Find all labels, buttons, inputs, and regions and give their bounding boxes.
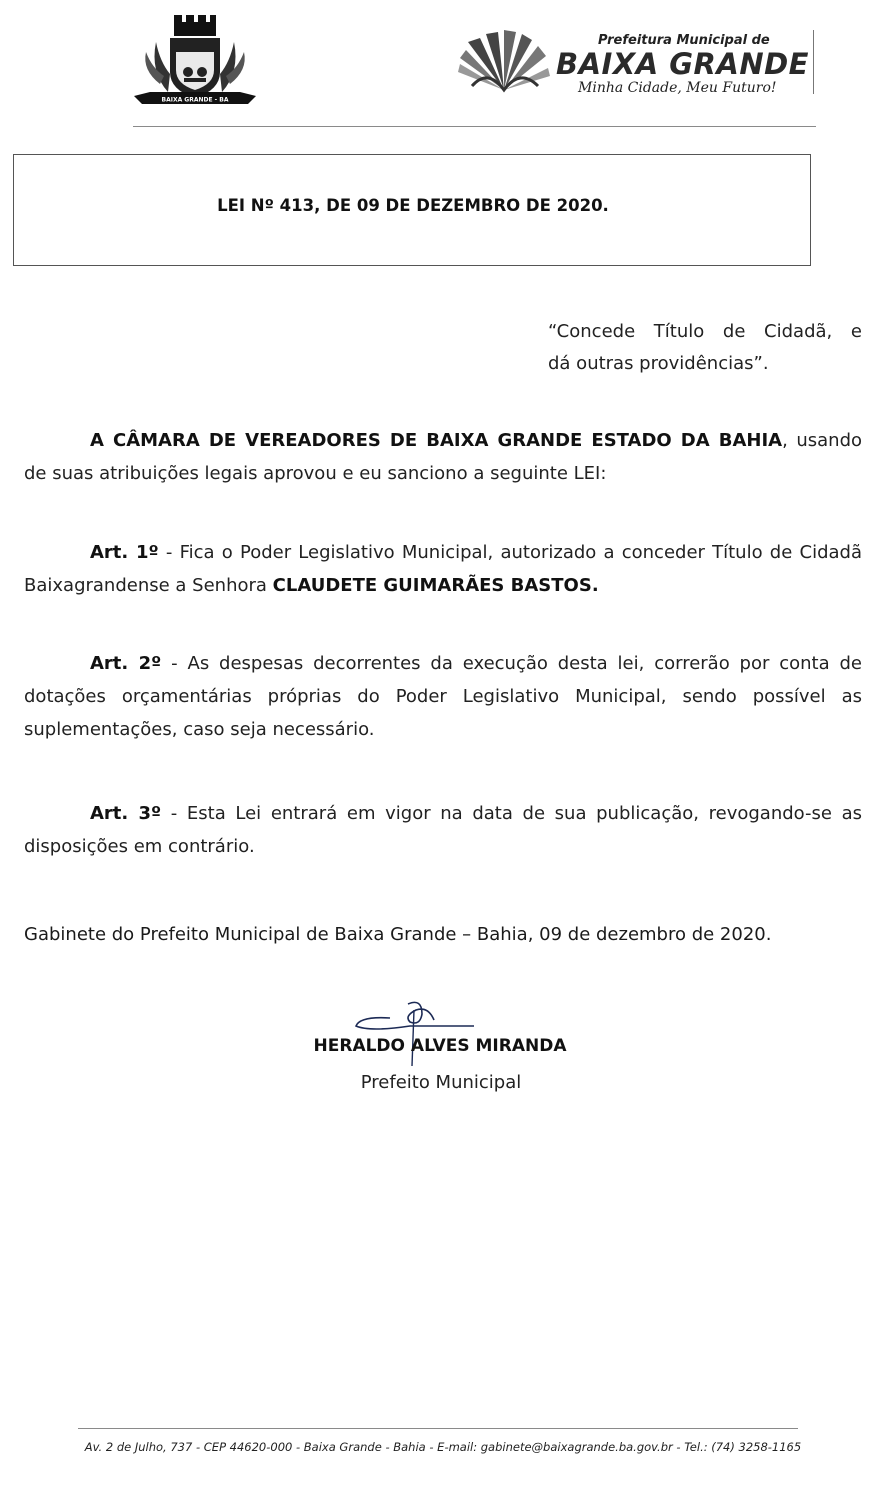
footer-address: Av. 2 de Julho, 737 - CEP 44620-000 - Baixa Grande - Bahia - E-mail: gabinete@baixagrande.ba.gov.br - Tel.: (74) 3258-1165 bbox=[84, 1440, 802, 1454]
article-1-text: - Fica o Poder Legislativo Municipal, autorizado a conceder Título de Cidadã Baixagrandense a Senhora bbox=[24, 542, 862, 596]
logo-slogan: Minha Cidade, Meu Futuro! bbox=[578, 80, 777, 96]
article-3 bbox=[24, 797, 862, 863]
signatory-role: Prefeito Municipal bbox=[360, 1072, 522, 1093]
coat-of-arms-emblem bbox=[130, 12, 260, 112]
logo-divider bbox=[813, 30, 814, 94]
signatory-name: HERALDO ALVES MIRANDA bbox=[313, 1036, 567, 1056]
logo-prefeitura-text: Prefeitura Municipal de bbox=[598, 33, 770, 48]
ementa-line-1: “Concede Título de Cidadã, e bbox=[548, 321, 862, 342]
intro-paragraph bbox=[24, 424, 862, 490]
header-rule bbox=[133, 126, 816, 127]
article-1-honoree: CLAUDETE GUIMARÃES BASTOS. bbox=[272, 575, 599, 596]
ementa-line-2: dá outras providências”. bbox=[548, 353, 769, 374]
article-2 bbox=[24, 647, 862, 746]
logo-city-name: BAIXA GRANDE bbox=[556, 47, 809, 81]
ementa bbox=[548, 316, 862, 380]
law-title: LEI Nº 413, DE 09 DE DEZEMBRO DE 2020. bbox=[217, 196, 609, 215]
coat-of-arms-ribbon-text: BAIXA GRANDE - BA bbox=[161, 96, 229, 104]
article-1 bbox=[24, 536, 862, 602]
article-2-text: - As despesas decorrentes da execução desta lei, correrão por conta de dotações orçamentárias próprias do Poder Legislativo Municipal, sendo possível as suplementações, caso seja necessário. bbox=[24, 653, 862, 740]
article-3-label: Art. 3º bbox=[90, 803, 162, 824]
handwritten-signature bbox=[350, 996, 480, 1068]
intro-rest-text: , usando de suas atribuições legais aprovou e eu sanciono a seguinte LEI: bbox=[24, 430, 863, 484]
article-3-text: - Esta Lei entrará em vigor na data de sua publicação, revogando-se as disposições em contrário. bbox=[24, 803, 862, 857]
intro-bold-text: A CÂMARA DE VEREADORES DE BAIXA GRANDE ESTADO DA BAHIA bbox=[90, 430, 783, 451]
article-1-label: Art. 1º bbox=[90, 542, 159, 563]
article-2-label: Art. 2º bbox=[90, 653, 162, 674]
closing-line: Gabinete do Prefeito Municipal de Baixa Grande – Bahia, 09 de dezembro de 2020. bbox=[24, 924, 772, 945]
prefeitura-sunburst-logo bbox=[458, 28, 550, 98]
footer-rule bbox=[78, 1428, 798, 1429]
